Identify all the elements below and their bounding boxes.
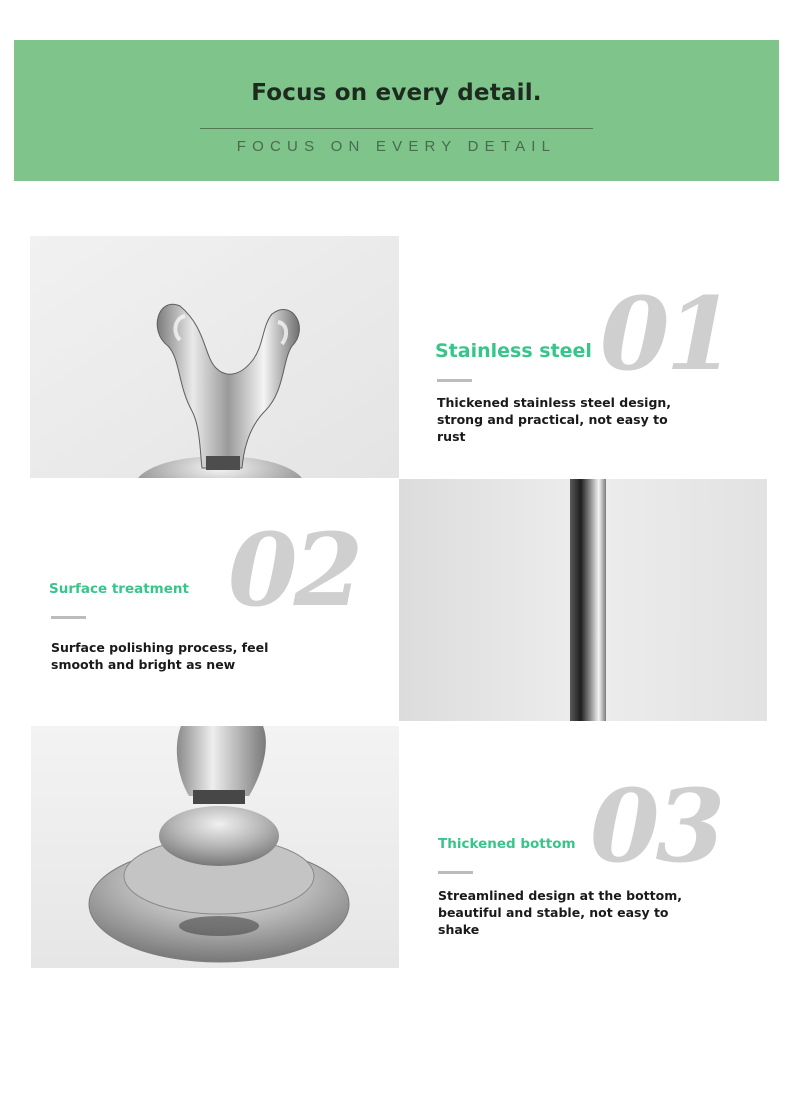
feature-divider bbox=[438, 871, 473, 874]
clip-top-photo bbox=[30, 236, 399, 478]
feature-number-01: 01 bbox=[600, 275, 732, 393]
feature-title-surface-treatment: Surface treatment bbox=[49, 581, 189, 597]
feature-description: Streamlined design at the bottom, beautiful and stable, not easy to shake bbox=[438, 888, 682, 937]
page-title: Focus on every detail. bbox=[251, 80, 542, 106]
header-banner bbox=[14, 40, 779, 181]
feature-description: Thickened stainless steel design, strong and practical, not easy to rust bbox=[437, 395, 672, 444]
header-divider bbox=[200, 128, 593, 129]
feature-number-03: 03 bbox=[590, 767, 722, 885]
feature-title-thickened-bottom: Thickened bottom bbox=[438, 836, 576, 852]
page-subtitle: FOCUS ON EVERY DETAIL bbox=[236, 138, 557, 155]
base-photo bbox=[31, 726, 399, 968]
rod-surface-photo bbox=[399, 479, 767, 721]
feature-divider bbox=[437, 379, 472, 382]
feature-description: Surface polishing process, feel smooth and bright as new bbox=[51, 640, 269, 672]
feature-divider bbox=[51, 616, 86, 619]
feature-title-stainless-steel: Stainless steel bbox=[435, 340, 592, 362]
feature-number-02: 02 bbox=[228, 511, 360, 629]
